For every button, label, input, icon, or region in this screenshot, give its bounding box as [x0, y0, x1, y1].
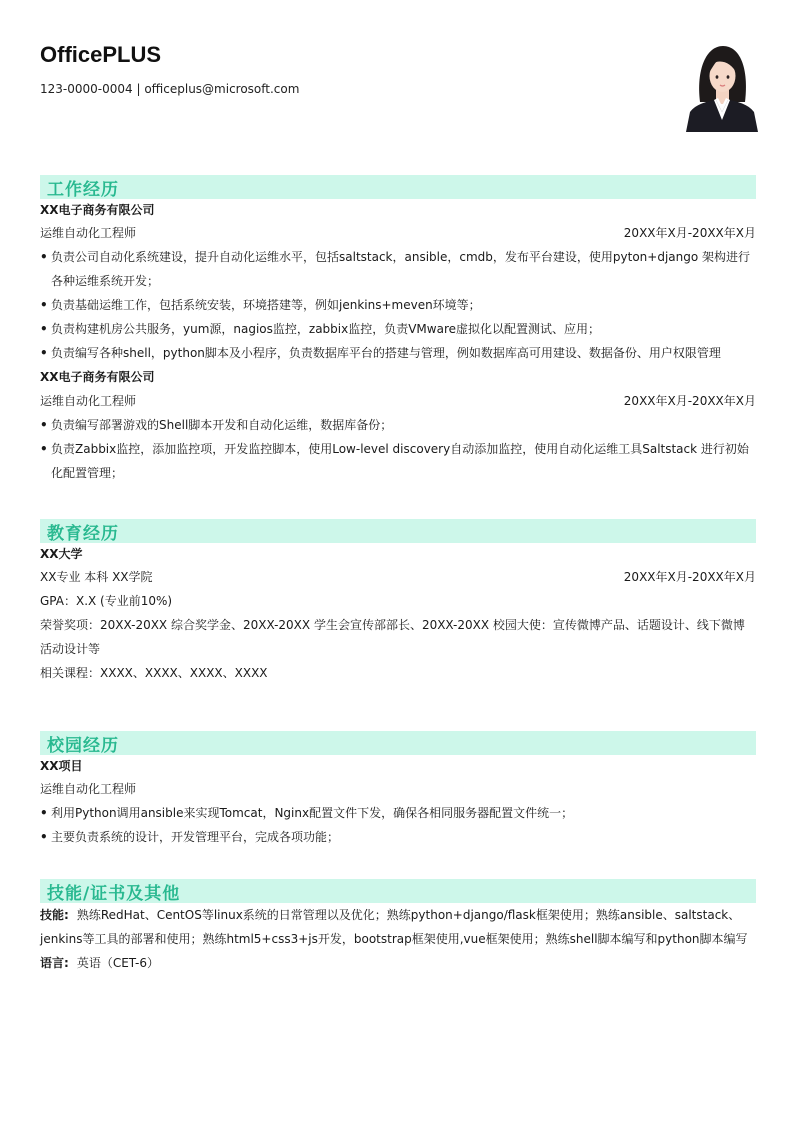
skills-paragraph	[40, 903, 756, 951]
education-section-title	[40, 519, 756, 543]
campus-section-title	[40, 731, 756, 755]
list-item-text: 负责Zabbix监控，添加监控项，开发监控脚本，使用Low-level discovery自动添加监控，使用自动化运维工具Saltstack 进行初始化配置管理；	[51, 442, 749, 480]
list-item: • 主要负责系统的设计，开发管理平台，完成各项功能；	[40, 825, 756, 849]
courses: 相关课程：XXXX、XXXX、XXXX、XXXX	[40, 666, 268, 680]
education-row	[40, 565, 756, 589]
list-item-text: 负责编写部署游戏的Shell脚本开发和自动化运维，数据库备份；	[51, 418, 393, 432]
work-section	[40, 175, 756, 485]
campus-section	[40, 731, 756, 849]
job-role-row	[40, 389, 756, 413]
list-item-text: 主要负责系统的设计，开发管理平台，完成各项功能；	[51, 830, 340, 844]
list-item-text: 负责构建机房公共服务，yum源，nagios监控，zabbix监控，负责VMware虚拟化以配置测试、应用；	[51, 322, 601, 336]
skills-label: 技能:	[40, 908, 69, 922]
job-role-row	[40, 221, 756, 245]
school-name: XX大学	[40, 547, 83, 561]
list-item-text: 利用Python调用ansible来实现Tomcat，Nginx配置文件下发，确保各相同服务器配置文件统一；	[51, 806, 574, 820]
honors: 荣誉奖项：20XX-20XX 综合奖学金、20XX-20XX 学生会宣传部部长、20XX-20XX 校园大使：宣传微博产品、话题设计、线下微博活动设计等	[40, 618, 745, 656]
section-title-text: 校园经历	[47, 735, 119, 756]
job-period: 20XX年X月-20XX年X月	[623, 226, 756, 240]
resume-name: OfficePLUS	[40, 42, 162, 67]
gpa: GPA：X.X (专业前10%)	[40, 594, 173, 608]
list-item: • 利用Python调用ansible来实现Tomcat，Nginx配置文件下发，确保各相同服务器配置文件统一；	[40, 801, 756, 825]
list-item: • 负责构建机房公共服务，yum源，nagios监控，zabbix监控，负责VMware虚拟化以配置测试、应用；	[40, 317, 756, 341]
education-major: XX专业 本科 XX学院	[40, 570, 153, 584]
contact-line: 123-0000-0004 | officeplus@microsoft.com	[40, 82, 300, 96]
section-title-text: 技能/证书及其他	[47, 883, 181, 904]
project-role: 运维自动化工程师	[40, 782, 137, 796]
project-name: XX项目	[40, 759, 83, 773]
work-section-title	[40, 175, 756, 199]
language-line	[40, 951, 756, 975]
list-item-text: 负责基础运维工作，包括系统安装，环境搭建等，例如jenkins+meven环境等；	[51, 298, 481, 312]
section-title-text: 工作经历	[47, 179, 119, 200]
list-item: • 负责公司自动化系统建设，提升自动化运维水平，包括saltstack，ansible，cmdb，发布平台建设，使用pyton+django 架构进行各种运维系统开发；	[40, 245, 756, 293]
list-item: • 负责Zabbix监控，添加监控项，开发监控脚本，使用Low-level discovery自动添加监控，使用自动化运维工具Saltstack 进行初始化配置管理；	[40, 437, 756, 485]
list-item: • 负责基础运维工作，包括系统安装，环境搭建等，例如jenkins+meven环境等；	[40, 293, 756, 317]
company-name: XX电子商务有限公司	[40, 203, 155, 217]
list-item-text: 负责公司自动化系统建设，提升自动化运维水平，包括saltstack，ansible，cmdb，发布平台建设，使用pyton+django 架构进行各种运维系统开发；	[51, 250, 751, 288]
job-role: 运维自动化工程师	[40, 226, 137, 240]
language-label: 语言:	[40, 956, 69, 970]
list-item-text: 负责编写各种shell，python脚本及小程序，负责数据库平台的搭建与管理，例如数据库高可用建设、数据备份、用户权限管理	[51, 346, 721, 360]
company-name: XX电子商务有限公司	[40, 370, 155, 384]
job-role: 运维自动化工程师	[40, 394, 137, 408]
list-item: • 负责编写各种shell，python脚本及小程序，负责数据库平台的搭建与管理，例如数据库高可用建设、数据备份、用户权限管理	[40, 341, 756, 365]
section-title-text: 教育经历	[47, 523, 119, 544]
avatar-photo	[686, 40, 758, 132]
education-period: 20XX年X月-20XX年X月	[623, 570, 756, 584]
language-text: 英语（CET-6）	[76, 956, 159, 970]
list-item: • 负责编写部署游戏的Shell脚本开发和自动化运维，数据库备份；	[40, 413, 756, 437]
skills-text: 熟练RedHat、CentOS等linux系统的日常管理以及优化；熟练python+django/flask框架使用；熟练ansible、saltstack、jenkins等工具的部署和使用；熟练html5+css3+js开发，bootstrap框架使用,vue框架使用；熟练shell脚本编写和python脚本编写	[40, 908, 748, 946]
skills-section	[40, 879, 756, 975]
job-period: 20XX年X月-20XX年X月	[623, 394, 756, 408]
education-section	[40, 519, 756, 685]
skills-section-title	[40, 879, 756, 903]
